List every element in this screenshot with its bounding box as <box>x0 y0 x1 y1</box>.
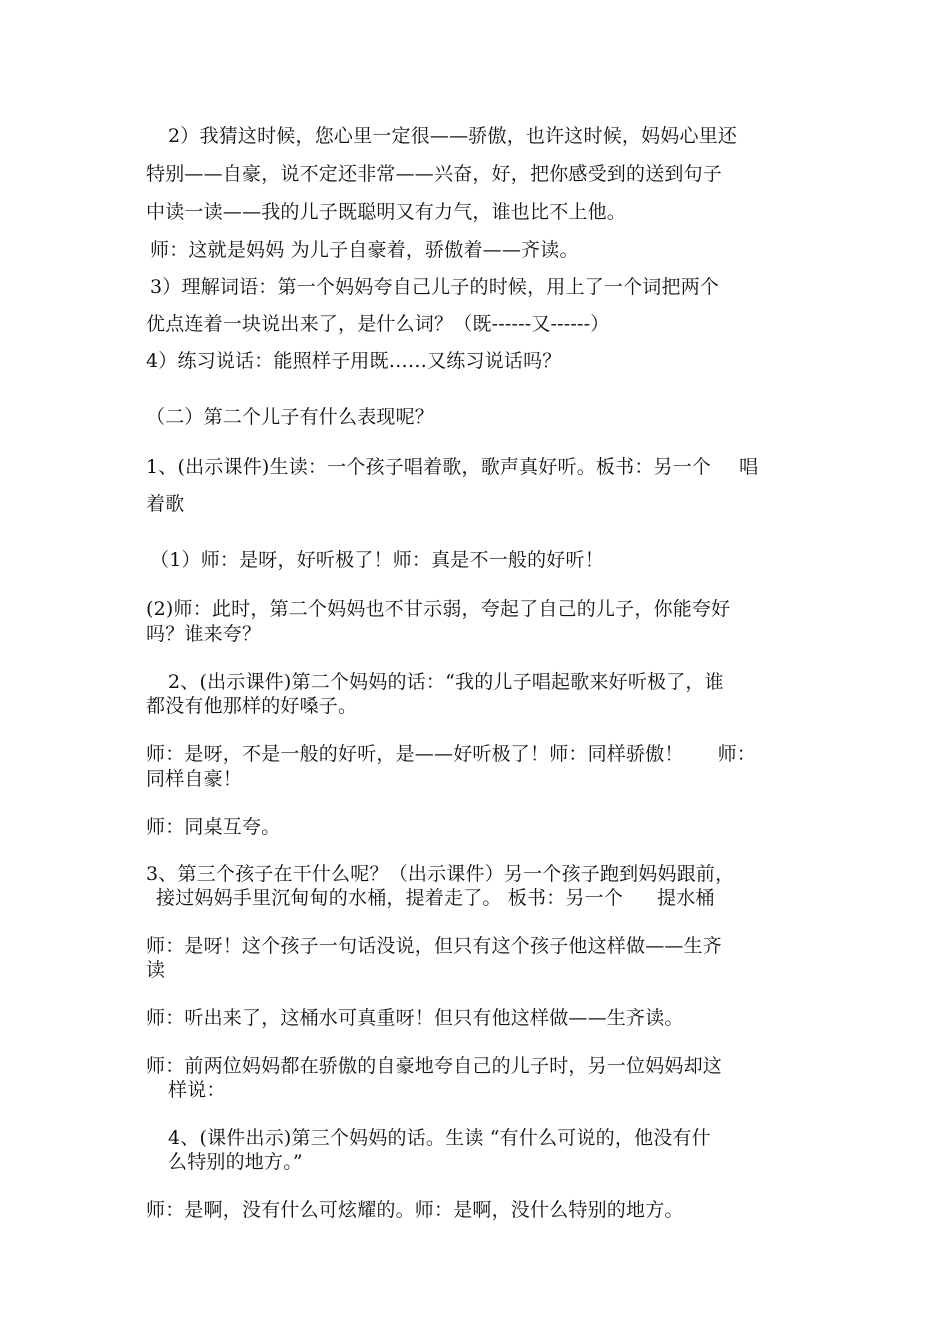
text-line: 师：听出来了，这桶水可真重呀！但只有他这样做——生齐读。 <box>146 1007 684 1029</box>
text-line: 中读一读——我的儿子既聪明又有力气，谁也比不上他。 <box>146 201 627 223</box>
text-fragment: 唱 <box>739 456 759 478</box>
text-fragment: 1、(出示课件)生读：一个孩子唱着歌，歌声真好听。板书：另一个 <box>146 456 712 478</box>
text-line: 吗？谁来夸？ <box>146 623 262 645</box>
text-fragment: 师： <box>717 743 757 765</box>
text-line <box>146 742 756 766</box>
text-line: (2)师：此时，第二个妈妈也不甘示弱，夸起了自己的儿子，你能夸好 <box>146 598 731 620</box>
text-line: 师：前两位妈妈都在骄傲的自豪地夸自己的儿子时，另一位妈妈却这 <box>146 1055 723 1077</box>
text-line: 么特别的地方。” <box>168 1151 303 1173</box>
text-line: 同样自豪！ <box>146 768 243 790</box>
text-line: 师：同桌互夸。 <box>146 816 281 838</box>
text-line: 读 <box>146 959 166 981</box>
text-fragment: 提水桶 <box>657 887 715 909</box>
text-line: 4）练习说话：能照样子用既……又练习说话吗？ <box>146 350 562 372</box>
text-line: 4、(课件出示)第三个妈妈的话。生读 “有什么可说的，他没有什 <box>168 1127 711 1149</box>
text-line: 师：是啊，没有什么可炫耀的。师：是啊，没什么特别的地方。 <box>146 1199 684 1221</box>
text-fragment: 师：是呀，不是一般的好听，是——好听极了！师：同样骄傲！ <box>146 743 684 765</box>
text-line <box>146 455 758 479</box>
text-line: 师：这就是妈妈 为儿子自豪着，骄傲着——齐读。 <box>150 239 579 261</box>
text-line: 都没有他那样的好嗓子。 <box>146 695 358 717</box>
text-line: 样说： <box>168 1079 226 1101</box>
text-fragment: 接过妈妈手里沉甸甸的水桶，提着走了。 板书：另一个 <box>156 887 624 909</box>
text-line: （1）师：是呀，好听极了！师：真是不一般的好听！ <box>150 549 604 571</box>
text-line: 优点连着一块说出来了，是什么词？（既------又------） <box>146 313 610 335</box>
text-line: 3）理解词语：第一个妈妈夸自己儿子的时候，用上了一个词把两个 <box>150 276 720 298</box>
text-line: 3、第三个孩子在干什么呢？（出示课件）另一个孩子跑到妈妈跟前， <box>146 863 735 885</box>
text-line: 2）我猜这时候，您心里一定很——骄傲，也许这时候，妈妈心里还 <box>168 125 738 147</box>
text-line <box>156 886 715 910</box>
text-line: 着歌 <box>146 493 185 515</box>
section-heading: （二）第二个儿子有什么表现呢？ <box>146 406 435 428</box>
text-line: 特别——自豪，说不定还非常——兴奋，好，把你感受到的送到句子 <box>146 163 723 185</box>
text-line: 2、(出示课件)第二个妈妈的话：“我的儿子唱起歌来好听极了，谁 <box>168 671 724 693</box>
text-line: 师：是呀！这个孩子一句话没说，但只有这个孩子他这样做——生齐 <box>146 935 723 957</box>
